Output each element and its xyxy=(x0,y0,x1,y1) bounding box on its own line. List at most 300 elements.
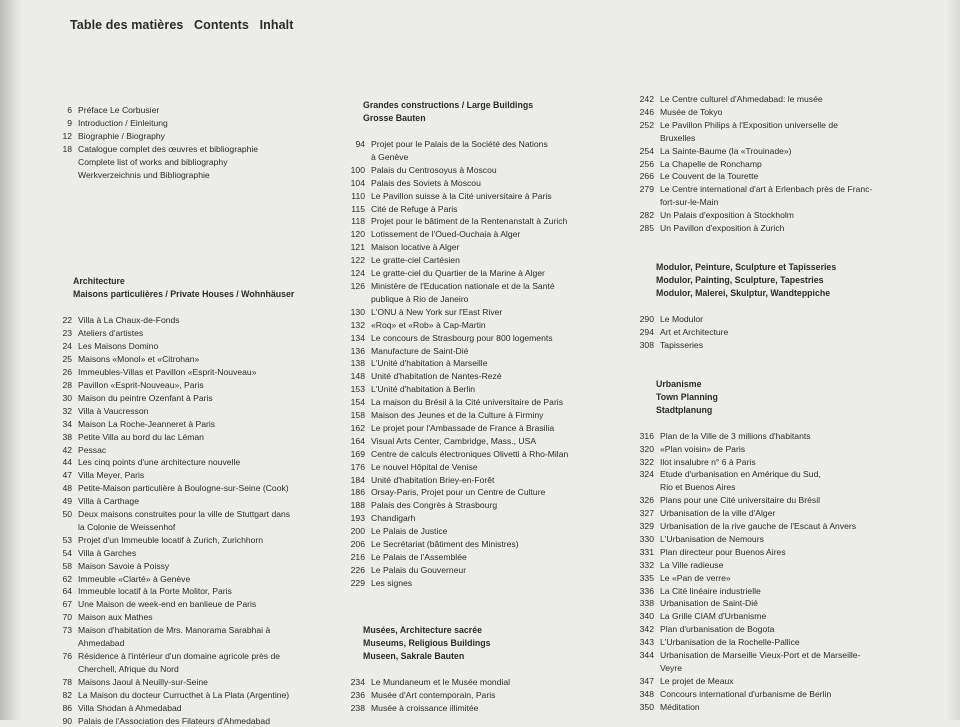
entry-title-line: Palais du Centrosoyus à Moscou xyxy=(371,164,497,175)
toc-entry xyxy=(52,314,352,327)
toc-entry xyxy=(52,469,352,482)
section-heading: Town Planning xyxy=(656,391,718,402)
entry-title xyxy=(660,688,934,701)
entry-title-line: Maison locative à Alger xyxy=(371,242,460,253)
toc-entry xyxy=(52,495,352,508)
entry-title xyxy=(660,468,934,494)
page-number: 162 xyxy=(350,422,365,433)
page-number: 242 xyxy=(639,94,654,104)
entry-title xyxy=(78,392,352,405)
entry-title-line: Musée de Tokyo xyxy=(660,106,723,117)
page-number: 32 xyxy=(62,405,72,416)
entry-title-line: Cité de Refuge à Paris xyxy=(371,203,458,214)
entry-title xyxy=(371,190,630,203)
entry-title-line: Ahmedabad xyxy=(78,638,125,649)
toc-entry xyxy=(345,357,630,370)
page-number: 308 xyxy=(639,339,654,350)
toc-entry xyxy=(345,525,630,538)
entry-title-line: Villa à Garches xyxy=(78,547,137,558)
entry-title-line: Villa Meyer, Paris xyxy=(78,470,145,481)
entry-title-line: Projet d'un Immeuble locatif à Zurich, Zurichhorn xyxy=(78,534,264,545)
entry-title xyxy=(78,117,352,130)
entry-title-line: Un Pavillon d'exposition à Zurich xyxy=(660,223,785,234)
page-number: 53 xyxy=(62,534,72,545)
entry-title-line: Catalogue complet des œuvres et bibliographie xyxy=(78,143,259,154)
entry-title xyxy=(371,357,630,370)
entry-title xyxy=(660,572,934,585)
entry-title-line: Les signes xyxy=(371,577,413,588)
entry-title xyxy=(78,143,352,182)
entry-title xyxy=(371,676,630,689)
toc-entry xyxy=(345,177,630,190)
toc-entry xyxy=(345,267,630,280)
entry-title xyxy=(78,366,352,379)
entry-title-line: Petite Villa au bord du lac Léman xyxy=(78,431,204,442)
toc-entry xyxy=(52,418,352,431)
page-number: 82 xyxy=(62,689,72,700)
section-heading: Museums, Religious Buildings xyxy=(363,637,491,648)
entry-title-line: Villa à Carthage xyxy=(78,496,139,507)
entry-title-line: à Genève xyxy=(371,151,409,162)
toc-entry xyxy=(345,538,630,551)
toc-entry xyxy=(345,486,630,499)
entry-title xyxy=(660,610,934,623)
entry-title-line: Méditation xyxy=(660,701,700,712)
page-number: 186 xyxy=(350,487,365,498)
page-number: 90 xyxy=(62,715,72,726)
toc-entry xyxy=(634,559,934,572)
entry-title xyxy=(78,495,352,508)
entry-title xyxy=(78,104,352,117)
entry-title-line: Pessac xyxy=(78,444,107,455)
page-number: 100 xyxy=(350,164,365,175)
entry-title-line: Chandigarh xyxy=(371,513,416,524)
entry-title-line: Ateliers d'artistes xyxy=(78,328,144,339)
entry-title-line: Lotissement de l'Oued-Ouchaia à Alger xyxy=(371,229,521,240)
entry-title-line: Maisons Jaoul à Neuilly-sur-Seine xyxy=(78,676,208,687)
page-number: 38 xyxy=(62,431,72,442)
entry-title-line: Villa Shodan à Ahmedabad xyxy=(78,702,182,713)
entry-title-line: Art et Architecture xyxy=(660,326,729,337)
entry-title xyxy=(371,486,630,499)
entry-title xyxy=(78,130,352,143)
page-number: 340 xyxy=(639,611,654,622)
toc-entry xyxy=(634,209,934,222)
entry-title-line: Le gratte-ciel du Quartier de la Marine à Alger xyxy=(371,268,545,279)
toc-entry xyxy=(52,130,352,143)
entry-title-line: Les cinq points d'une architecture nouvelle xyxy=(78,457,241,468)
page-number: 124 xyxy=(350,268,365,279)
toc-entry xyxy=(634,456,934,469)
entry-title xyxy=(78,715,352,727)
entry-title xyxy=(371,254,630,267)
toc-entry xyxy=(52,573,352,586)
entry-title xyxy=(371,702,630,715)
entry-title-line: Ministère de l'Education nationale et de la Santé xyxy=(371,280,555,291)
entry-title xyxy=(371,370,630,383)
entry-title xyxy=(78,547,352,560)
toc-entry xyxy=(52,715,352,727)
toc-entry xyxy=(345,138,630,164)
page-number: 67 xyxy=(62,599,72,610)
toc-entry xyxy=(52,689,352,702)
entry-title xyxy=(78,534,352,547)
page-number: 154 xyxy=(350,397,365,408)
toc-entry xyxy=(345,164,630,177)
entry-title xyxy=(660,222,934,235)
entry-title-line: Une Maison de week-end en banlieue de Paris xyxy=(78,599,257,610)
toc-entry xyxy=(52,482,352,495)
entry-title xyxy=(371,474,630,487)
toc-entry xyxy=(634,507,934,520)
toc-entry xyxy=(345,203,630,216)
entry-title-line: Visual Arts Center, Cambridge, Mass., USA xyxy=(371,435,537,446)
entry-title-line: Le Pavillon suisse à la Cité universitaire à Paris xyxy=(371,190,552,201)
entry-title xyxy=(660,456,934,469)
entry-title-line: Immeuble locatif à la Porte Molitor, Paris xyxy=(78,586,232,597)
entry-title xyxy=(371,564,630,577)
entry-title-line: Maison du peintre Ozenfant à Paris xyxy=(78,392,213,403)
toc-entry xyxy=(345,448,630,461)
entry-title xyxy=(660,430,934,443)
toc-entry xyxy=(52,508,352,534)
page-number: 350 xyxy=(639,701,654,712)
entry-title-line: Maison Savoie à Poissy xyxy=(78,560,170,571)
toc-entry xyxy=(52,676,352,689)
toc-entry xyxy=(345,254,630,267)
section-heading: Grandes constructions / Large Buildings xyxy=(363,100,534,110)
entry-title xyxy=(371,409,630,422)
entry-title-line: La Chapelle de Ronchamp xyxy=(660,158,762,169)
entry-title xyxy=(371,177,630,190)
entry-title xyxy=(371,499,630,512)
toc-entry xyxy=(634,145,934,158)
entry-title-line: Résidence à l'intérieur d'un domaine agricole près de xyxy=(78,651,281,661)
toc-entry xyxy=(634,636,934,649)
toc-entry xyxy=(345,280,630,306)
toc-entry xyxy=(52,456,352,469)
toc-entry xyxy=(634,183,934,209)
toc-entry xyxy=(345,228,630,241)
toc-entry xyxy=(634,649,934,675)
entry-title-line: Musée d'Art contemporain, Paris xyxy=(371,689,496,700)
entry-title-line: Urbanisation de la rive gauche de l'Escaut à Anvers xyxy=(660,521,857,532)
entry-title-line: Urbanisation de la ville d'Alger xyxy=(660,508,776,519)
entry-title xyxy=(660,106,934,119)
page-edge xyxy=(946,0,960,720)
page-number: 126 xyxy=(350,280,365,291)
entry-title xyxy=(371,512,630,525)
page-number: 326 xyxy=(639,495,654,506)
toc-entry xyxy=(345,676,630,689)
entry-title-line: Rio et Buenos Aires xyxy=(660,482,736,493)
page-number: 24 xyxy=(62,341,72,352)
page-number: 188 xyxy=(350,500,365,511)
page-number: 344 xyxy=(639,650,654,661)
toc-entry xyxy=(634,494,934,507)
toc-entry xyxy=(634,93,934,106)
entry-title xyxy=(660,145,934,158)
toc-entry xyxy=(345,512,630,525)
entry-title xyxy=(660,533,934,546)
entry-title-line: Concours international d'urbanisme de Berlin xyxy=(660,688,832,699)
entry-title-line: Etude d'urbanisation en Amérique du Sud, xyxy=(660,469,821,480)
entry-title-line: Le concours de Strasbourg pour 800 logements xyxy=(371,332,553,343)
page-number: 327 xyxy=(639,508,654,519)
toc-entry xyxy=(634,430,934,443)
entry-title-line: «Plan voisin» de Paris xyxy=(660,443,746,454)
entry-title-line: Maison La Roche-Jeanneret à Paris xyxy=(78,418,216,429)
entry-title-line: Veyre xyxy=(660,663,682,673)
toc-entry xyxy=(634,170,934,183)
entry-title xyxy=(78,482,352,495)
toc-entry xyxy=(634,313,934,326)
toc-entry xyxy=(345,689,630,702)
entry-title xyxy=(371,319,630,332)
entry-title xyxy=(660,585,934,598)
toc-entry xyxy=(345,564,630,577)
entry-title xyxy=(660,443,934,456)
entry-title-line: Le Palais du Gouverneur xyxy=(371,564,467,575)
page-number: 330 xyxy=(639,533,654,544)
page-number: 110 xyxy=(351,190,365,201)
entry-title-line: Le Couvent de la Tourette xyxy=(660,171,759,182)
page-number: 9 xyxy=(67,117,72,128)
entry-title-line: Le Palais de l'Assemblée xyxy=(371,552,467,562)
entry-title xyxy=(371,345,630,358)
entry-title-line: Petite-Maison particulière à Boulogne-sur-Seine (Cook) xyxy=(78,483,289,494)
entry-title-line: Deux maisons construites pour la ville de Stuttgart dans xyxy=(78,509,291,520)
entry-title-line: L'Urbanisation de la Rochelle-Pallice xyxy=(660,637,800,648)
entry-title-line: Projet pour le Palais de la Société des Nations xyxy=(371,139,548,149)
entry-title-line: Centre de calculs électroniques Olivetti à Rho-Milan xyxy=(371,448,569,459)
page-number: 76 xyxy=(62,651,72,661)
entry-title xyxy=(660,313,934,326)
page-number: 254 xyxy=(639,145,654,156)
toc-entry xyxy=(345,409,630,422)
toc-entry xyxy=(634,572,934,585)
entry-title-line: La Ville radieuse xyxy=(660,559,724,570)
column-3 xyxy=(634,93,934,714)
entry-title xyxy=(78,444,352,457)
toc-entry xyxy=(52,547,352,560)
page-number: 266 xyxy=(639,171,654,182)
entry-title xyxy=(660,623,934,636)
page-number: 62 xyxy=(62,573,72,584)
page-number: 206 xyxy=(350,539,365,550)
entry-title-line: Le gratte-ciel Cartésien xyxy=(371,255,460,266)
entry-title-line: Le nouvel Hôpital de Venise xyxy=(371,461,478,472)
toc-entry xyxy=(345,422,630,435)
toc-entry xyxy=(634,520,934,533)
entry-title xyxy=(660,326,934,339)
entry-title-line: Introduction / Einleitung xyxy=(78,117,168,128)
page-number: 229 xyxy=(350,577,365,588)
toc-entry xyxy=(634,222,934,235)
entry-title xyxy=(78,314,352,327)
toc-entry xyxy=(634,597,934,610)
entry-title xyxy=(78,573,352,586)
toc-entry xyxy=(345,577,630,590)
entry-title-line: Le Mundaneum et le Musée mondial xyxy=(371,676,511,687)
entry-title xyxy=(660,158,934,171)
toc-entry xyxy=(634,339,934,352)
toc-entry xyxy=(634,119,934,145)
entry-title xyxy=(660,559,934,572)
toc-entry xyxy=(52,585,352,598)
entry-title xyxy=(371,577,630,590)
title-fr: Table des matières xyxy=(70,18,184,32)
toc-entry xyxy=(52,327,352,340)
page-number: 122 xyxy=(350,255,365,266)
entry-title-line: Préface Le Corbusier xyxy=(78,105,160,115)
entry-title-line: Pavillon «Esprit-Nouveau», Paris xyxy=(78,379,204,390)
entry-title xyxy=(371,228,630,241)
section-heading: Musées, Architecture sacrée xyxy=(363,624,482,635)
entry-title xyxy=(660,507,934,520)
toc-entry xyxy=(52,534,352,547)
toc-entry xyxy=(345,319,630,332)
entry-title-line: Unité d'habitation de Nantes-Rezé xyxy=(371,371,502,382)
entry-title xyxy=(78,508,352,534)
entry-title-line: Plan d'urbanisation de Bogota xyxy=(660,624,775,635)
entry-title-line: Plans pour une Cité universitaire du Brésil xyxy=(660,495,821,506)
entry-title xyxy=(78,469,352,482)
entry-title-line: La Sainte-Baume (la «Trouinade») xyxy=(660,145,792,156)
entry-title xyxy=(660,649,934,675)
page-number: 316 xyxy=(639,430,654,441)
toc-entry xyxy=(345,551,630,564)
entry-title xyxy=(660,494,934,507)
section-heading: Modulor, Painting, Sculpture, Tapestries xyxy=(656,274,824,285)
entry-title xyxy=(371,280,630,306)
toc-entry xyxy=(52,650,352,676)
entry-title xyxy=(78,611,352,624)
page-number: 78 xyxy=(62,676,72,687)
page-number: 44 xyxy=(62,457,72,468)
page-number: 34 xyxy=(62,418,72,429)
page-number: 138 xyxy=(350,358,365,369)
entry-title-line: Le Secrétariat (bâtiment des Ministres) xyxy=(371,539,519,550)
page-number: 329 xyxy=(639,521,654,532)
entry-title xyxy=(371,267,630,280)
entry-title xyxy=(371,461,630,474)
toc-entry xyxy=(52,431,352,444)
entry-title xyxy=(371,448,630,461)
page-number: 22 xyxy=(62,315,72,326)
page-number: 28 xyxy=(62,379,72,390)
entry-title xyxy=(371,551,630,564)
page-number: 331 xyxy=(639,546,654,557)
page-number: 64 xyxy=(62,586,72,597)
toc-entry xyxy=(52,560,352,573)
entry-title-line: La Grille CIAM d'Urbanisme xyxy=(660,611,767,622)
page-number: 130 xyxy=(350,306,365,317)
entry-title-line: Le «Pan de verre» xyxy=(660,572,731,583)
page-number: 47 xyxy=(62,470,72,481)
entry-title-line: fort-sur-le-Main xyxy=(660,197,719,208)
page-number: 216 xyxy=(350,552,365,562)
entry-title-line: La maison du Brésil à la Cité universitaire de Paris xyxy=(371,397,564,408)
entry-title xyxy=(78,353,352,366)
section-heading: Architecture xyxy=(73,276,125,287)
entry-title-line: La Cité linéaire industrielle xyxy=(660,585,761,596)
page-number: 18 xyxy=(62,143,72,154)
entry-title xyxy=(78,676,352,689)
entry-title-line: Le projet de Meaux xyxy=(660,675,734,686)
section-heading: Stadtplanung xyxy=(656,404,713,415)
toc-entry xyxy=(52,702,352,715)
page-number: 136 xyxy=(350,345,365,356)
toc-entry xyxy=(345,215,630,228)
entry-title-line: Le projet pour l'Ambassade de France à Brasilia xyxy=(371,422,555,433)
page-number: 26 xyxy=(62,367,72,378)
page-number: 25 xyxy=(62,354,72,365)
page-number: 118 xyxy=(351,216,365,227)
page-number: 234 xyxy=(350,676,365,687)
page-number: 42 xyxy=(62,444,72,455)
entry-title-line: Manufacture de Saint-Dié xyxy=(371,345,469,356)
entry-title-line: Orsay-Paris, Projet pour un Centre de Culture xyxy=(371,487,546,498)
page-number: 132 xyxy=(350,319,365,330)
entry-title-line: Plan directeur pour Buenos Aires xyxy=(660,546,786,557)
entry-title-line: Palais des Congrès à Strasbourg xyxy=(371,500,498,511)
page-number: 134 xyxy=(350,332,365,343)
entry-title xyxy=(660,701,934,714)
entry-title-line: Le Centre culturel d'Ahmedabad: le musée xyxy=(660,94,823,104)
page-number: 86 xyxy=(62,702,72,713)
entry-title-line: publique à Rio de Janeiro xyxy=(371,293,469,304)
entry-title-line: Tapisseries xyxy=(660,339,703,350)
entry-title xyxy=(660,597,934,610)
page-number: 279 xyxy=(639,184,654,195)
entry-title-line: Musée à croissance illimitée xyxy=(371,702,479,713)
entry-title-line: Maisons «Monol» et «Citrohan» xyxy=(78,354,200,365)
entry-title-line: Maison d'habitation de Mrs. Manorama Sarabhai à xyxy=(78,625,271,636)
entry-title-line: Werkverzeichnis und Bibliographie xyxy=(78,169,210,180)
entry-title xyxy=(78,405,352,418)
entry-title xyxy=(78,650,352,676)
page-number: 121 xyxy=(350,242,365,253)
toc-entry xyxy=(52,405,352,418)
page-number: 294 xyxy=(639,326,654,337)
entry-title-line: «Roq» et «Rob» à Cap-Martin xyxy=(371,319,486,330)
page-number: 324 xyxy=(639,469,654,480)
entry-title-line: Urbanisation de Saint-Dié xyxy=(660,598,758,609)
entry-title xyxy=(78,585,352,598)
entry-title-line: La Maison du docteur Curructhet à La Plata (Argentine) xyxy=(78,689,290,700)
entry-title xyxy=(78,456,352,469)
section-heading: Modulor, Malerei, Skulptur, Wandteppiche xyxy=(656,287,831,298)
entry-title-line: Unité d'habitation Briey-en-Forêt xyxy=(371,474,495,485)
entry-title xyxy=(660,119,934,145)
toc-entry xyxy=(634,623,934,636)
toc-entry xyxy=(345,190,630,203)
entry-title xyxy=(78,689,352,702)
page-number: 336 xyxy=(639,585,654,596)
entry-title xyxy=(660,546,934,559)
toc-entry xyxy=(345,332,630,345)
toc-entry xyxy=(345,396,630,409)
page-number: 120 xyxy=(350,229,365,240)
entry-title xyxy=(371,396,630,409)
page-number: 49 xyxy=(62,496,72,507)
page-number: 115 xyxy=(351,203,365,214)
toc-entry xyxy=(345,702,630,715)
entry-title-line: Ilot insalubre n° 6 à Paris xyxy=(660,456,756,467)
page-number: 58 xyxy=(62,560,72,571)
entry-title xyxy=(78,624,352,650)
